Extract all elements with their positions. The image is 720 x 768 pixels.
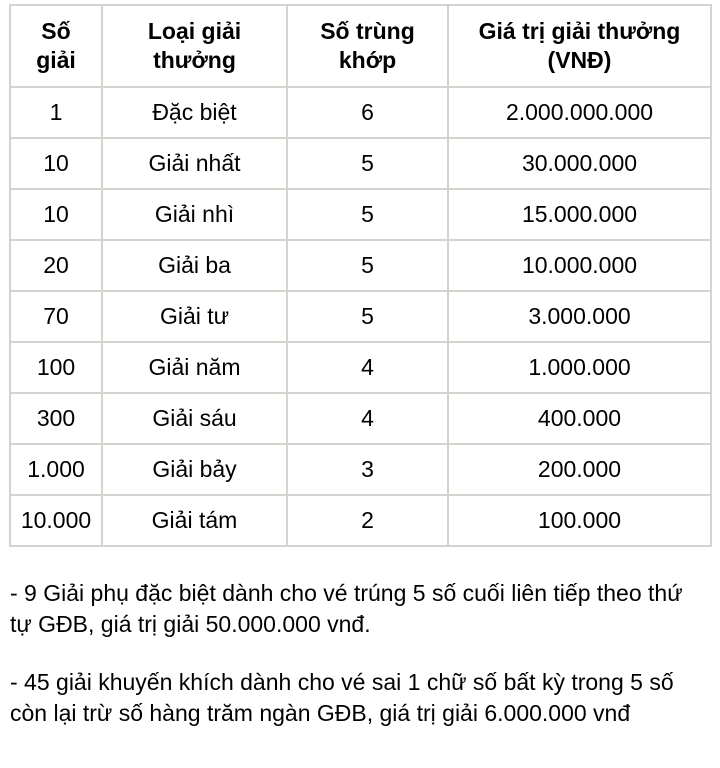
prize-table-body: [10, 87, 711, 546]
table-row: [10, 189, 711, 240]
table-cell-value: 10.000.000: [448, 240, 711, 291]
table-cell-value: 400.000: [448, 393, 711, 444]
table-cell-count: 70: [10, 291, 102, 342]
table-cell-value: 30.000.000: [448, 138, 711, 189]
footnote-special-prizes: - 9 Giải phụ đặc biệt dành cho vé trúng 5 số cuối liên tiếp theo thứ tự GĐB, giá trị giải 50.000.000 vnđ.: [10, 580, 683, 637]
table-cell-count: 10: [10, 189, 102, 240]
table-cell-type: Giải tám: [102, 495, 287, 546]
table-row: [10, 138, 711, 189]
table-cell-count: 20: [10, 240, 102, 291]
column-header: Số trùng khớp: [287, 5, 448, 87]
column-header: Loại giải thưởng: [102, 5, 287, 87]
table-cell-count: 10: [10, 138, 102, 189]
table-cell-match: 6: [287, 87, 448, 138]
header-row: [10, 5, 711, 87]
table-cell-value: 200.000: [448, 444, 711, 495]
table-cell-type: Đặc biệt: [102, 87, 287, 138]
table-cell-match: 5: [287, 240, 448, 291]
table-cell-type: Giải nhì: [102, 189, 287, 240]
table-cell-type: Giải bảy: [102, 444, 287, 495]
table-row: [10, 87, 711, 138]
table-cell-count: 1: [10, 87, 102, 138]
table-cell-count: 10.000: [10, 495, 102, 546]
table-cell-count: 100: [10, 342, 102, 393]
table-cell-type: Giải năm: [102, 342, 287, 393]
table-cell-count: 1.000: [10, 444, 102, 495]
table-row: [10, 444, 711, 495]
table-cell-match: 4: [287, 393, 448, 444]
table-cell-value: 1.000.000: [448, 342, 711, 393]
table-cell-value: 15.000.000: [448, 189, 711, 240]
table-row: [10, 393, 711, 444]
table-cell-match: 5: [287, 138, 448, 189]
table-row: [10, 342, 711, 393]
table-cell-match: 5: [287, 189, 448, 240]
table-cell-type: Giải sáu: [102, 393, 287, 444]
column-header: Giá trị giải thưởng (VNĐ): [448, 5, 711, 87]
table-cell-type: Giải tư: [102, 291, 287, 342]
table-cell-type: Giải nhất: [102, 138, 287, 189]
table-row: [10, 495, 711, 546]
table-cell-type: Giải ba: [102, 240, 287, 291]
table-row: [10, 291, 711, 342]
prize-table-header: [10, 5, 711, 87]
footnotes: [10, 578, 710, 729]
table-cell-value: 3.000.000: [448, 291, 711, 342]
table-cell-value: 100.000: [448, 495, 711, 546]
table-cell-count: 300: [10, 393, 102, 444]
column-header: Số giải: [10, 5, 102, 87]
table-row: [10, 240, 711, 291]
table-cell-match: 2: [287, 495, 448, 546]
table-cell-match: 4: [287, 342, 448, 393]
footnote-consolation-prizes: - 45 giải khuyến khích dành cho vé sai 1 chữ số bất kỳ trong 5 số còn lại trừ số hàng trăm ngàn GĐB, giá trị giải 6.000.000 vnđ: [10, 669, 674, 726]
table-cell-match: 3: [287, 444, 448, 495]
prize-table: [9, 4, 712, 547]
table-cell-value: 2.000.000.000: [448, 87, 711, 138]
table-cell-match: 5: [287, 291, 448, 342]
